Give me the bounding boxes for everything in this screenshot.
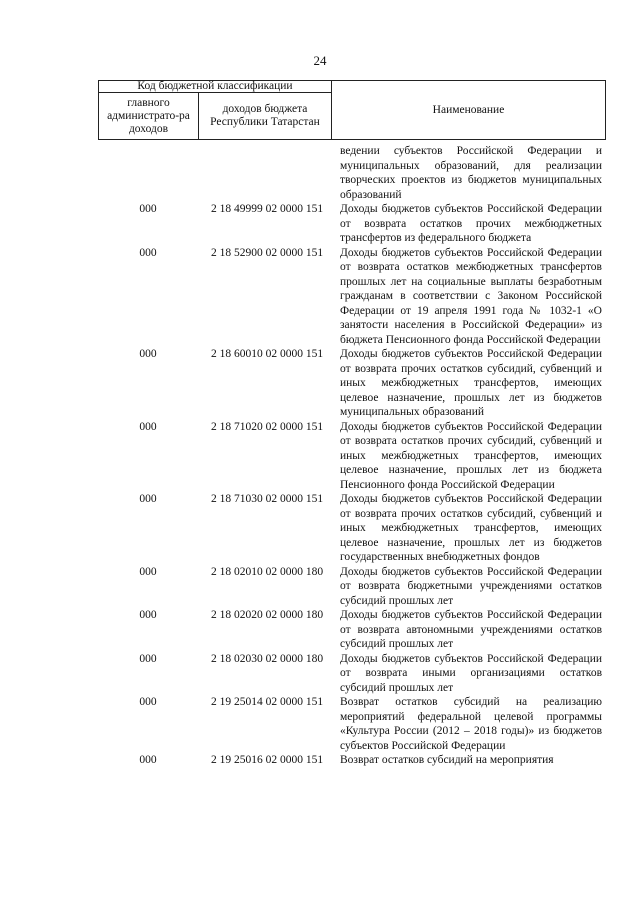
row-admin-code: 000 xyxy=(139,652,157,665)
table-header xyxy=(98,80,606,140)
table-row xyxy=(98,144,606,202)
table-body xyxy=(98,144,606,768)
row-admin-code: 000 xyxy=(139,754,157,766)
row-name: Доходы бюджетов субъектов Российской Федерации от возврата иными организациями остатков субсидий прошлых лет xyxy=(340,652,602,694)
table-row xyxy=(98,608,606,652)
row-income-code: 2 18 02010 02 0000 180 xyxy=(210,565,324,578)
row-admin-code: 000 xyxy=(139,348,157,360)
row-income-code: 2 18 02020 02 0000 180 xyxy=(210,609,324,621)
row-admin-code: 000 xyxy=(139,696,157,708)
row-admin-code: 000 xyxy=(139,609,157,621)
row-name: Доходы бюджетов субъектов Российской Федерации от возврата прочих остатков субсидий, субвенций и иных межбюджетных трансфертов, имеющих целевое назначение, прошлых лет из бюджетов государственных внебюджетных фондов xyxy=(340,493,602,563)
header-col-income: доходов бюджета Республики Татарстан xyxy=(198,92,332,140)
table-row xyxy=(98,420,606,493)
row-income-code: 2 18 60010 02 0000 151 xyxy=(210,348,324,360)
row-name: Возврат остатков субсидий на мероприятия xyxy=(340,754,554,766)
row-income-code: 2 18 71030 02 0000 151 xyxy=(210,493,324,505)
page-number: 24 xyxy=(313,53,327,68)
header-col-name: Наименование xyxy=(331,80,606,140)
row-income-code: 2 19 25016 02 0000 151 xyxy=(210,754,324,766)
table-row xyxy=(98,492,606,565)
row-name: Доходы бюджетов субъектов Российской Федерации от возврата прочих остатков субсидий, субвенций и иных межбюджетных трансфертов, имеющих целевое назначение, прошлых лет из бюджетов муниципальных образований xyxy=(340,348,602,418)
table-row xyxy=(98,652,606,696)
row-admin-code: 000 xyxy=(139,246,157,259)
table-row xyxy=(98,202,606,246)
row-name: Доходы бюджетов субъектов Российской Федерации от возврата остатков прочих субсидий, субвенций и иных межбюджетных трансфертов, имеющих целевое назначение, прошлых лет из бюджета Пенсионного фонда Российской Федерации xyxy=(340,420,602,491)
row-admin-code: 000 xyxy=(139,493,157,505)
header-group-title: Код бюджетной классификации xyxy=(98,80,332,93)
row-admin-code: 000 xyxy=(139,203,157,215)
header-col-admin: главного администрато-ра доходов xyxy=(98,92,199,140)
row-income-code: 2 18 71020 02 0000 151 xyxy=(210,420,324,433)
table-row xyxy=(98,565,606,609)
row-name: ведении субъектов Российской Федерации и муниципальных образований, для реализации творческих проектов из бюджетов муниципальных образований xyxy=(340,145,602,201)
row-income-code: 2 18 49999 02 0000 151 xyxy=(210,203,324,215)
row-name: Доходы бюджетов субъектов Российской Федерации от возврата остатков прочих межбюджетных трансфертов из федерального бюджета xyxy=(340,203,602,244)
row-income-code xyxy=(198,144,336,202)
table-row xyxy=(98,246,606,348)
row-name: Доходы бюджетов субъектов Российской Федерации от возврата бюджетными учреждениями остатков субсидий прошлых лет xyxy=(340,565,602,607)
row-admin-code xyxy=(98,144,198,202)
row-name: Доходы бюджетов субъектов Российской Федерации от возврата остатков межбюджетных трансфертов прошлых лет на социальные выплаты безработным гражданам в соответствии с Законом Российской Федерации от 19 апреля 1991 года № 1032-1 «О занятости населения в Российской Федерации» из бюджета Пенсионного фонда Российской Федерации xyxy=(340,246,602,346)
table-row xyxy=(98,347,606,420)
row-income-code: 2 18 52900 02 0000 151 xyxy=(210,246,324,259)
row-income-code: 2 19 25014 02 0000 151 xyxy=(210,696,324,708)
row-name: Доходы бюджетов субъектов Российской Федерации от возврата автономными учреждениями остатков субсидий прошлых лет xyxy=(340,609,602,650)
table-row xyxy=(98,753,606,768)
row-income-code: 2 18 02030 02 0000 180 xyxy=(210,652,324,665)
row-admin-code: 000 xyxy=(139,420,157,433)
row-admin-code: 000 xyxy=(139,565,157,578)
table-row xyxy=(98,695,606,753)
row-name: Возврат остатков субсидий на реализацию мероприятий федеральной целевой программы «Культура России (2012 – 2018 годы)» из бюджетов субъектов Российской Федерации xyxy=(340,696,602,752)
